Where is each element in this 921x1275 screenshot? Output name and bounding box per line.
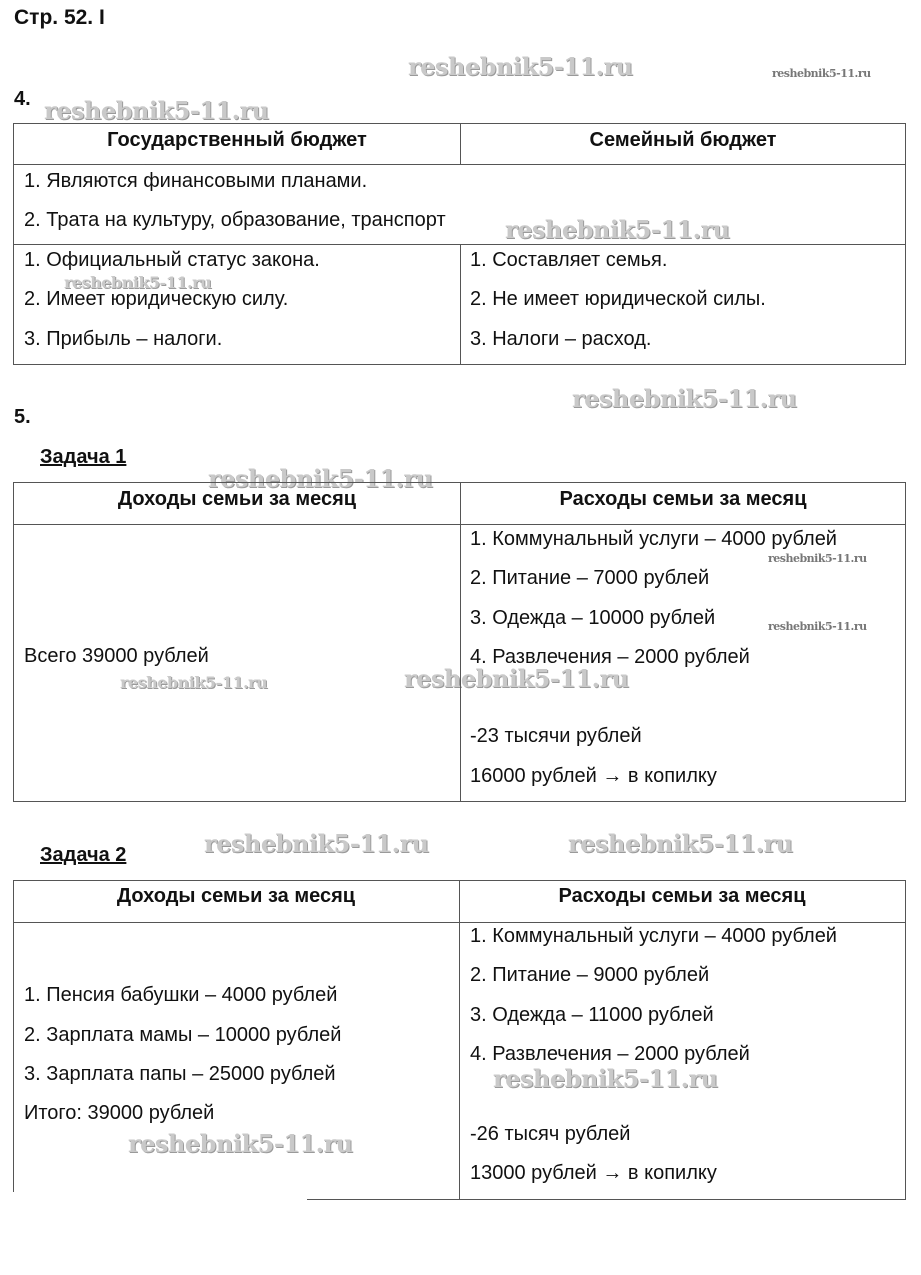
savings-line: 13000 рублей → в копилку — [470, 1162, 717, 1184]
watermark: reshebnik5-11.ru — [44, 96, 269, 125]
problem2-title: Задача 2 — [40, 844, 127, 866]
income-line: 2. Зарплата мамы – 10000 рублей — [24, 1024, 342, 1046]
table-border-left — [13, 880, 14, 1192]
watermark: reshebnik5-11.ru — [505, 215, 730, 244]
income-line: Всего 39000 рублей — [24, 645, 209, 667]
header-income: Доходы семьи за месяц — [117, 488, 357, 510]
problem1-table — [13, 482, 906, 802]
state-line: 1. Официальный статус закона. — [24, 249, 320, 271]
state-line: 2. Имеет юридическую силу. — [24, 288, 289, 310]
family-line: 3. Налоги – расход. — [470, 328, 652, 350]
expense-line: 3. Одежда – 10000 рублей — [470, 607, 716, 629]
watermark: reshebnik5-11.ru — [64, 273, 212, 292]
expense-line: 1. Коммунальный услуги – 4000 рублей — [470, 925, 837, 947]
watermark: reshebnik5-11.ru — [768, 552, 867, 565]
page-title: Стр. 52. І — [14, 6, 105, 29]
table-row-differences — [14, 245, 905, 365]
state-line: 3. Прибыль – налоги. — [24, 328, 223, 350]
watermark: reshebnik5-11.ru — [120, 673, 268, 692]
watermark: reshebnik5-11.ru — [572, 384, 797, 413]
expense-line: 3. Одежда – 11000 рублей — [470, 1004, 714, 1026]
table-header-row — [14, 124, 905, 165]
expense-total: -26 тысяч рублей — [470, 1123, 631, 1145]
watermark: reshebnik5-11.ru — [493, 1064, 718, 1093]
header-expenses: Расходы семьи за месяц — [558, 885, 806, 907]
table-border-right — [905, 880, 906, 1200]
task5-number: 5. — [14, 406, 31, 428]
expense-line: 2. Питание – 9000 рублей — [470, 964, 710, 986]
column-divider — [460, 525, 461, 802]
table-row-body — [14, 525, 905, 802]
family-line: 2. Не имеет юридической силы. — [470, 288, 766, 310]
header-income: Доходы семьи за месяц — [116, 885, 356, 907]
watermark: reshebnik5-11.ru — [408, 52, 633, 81]
expense-line: 1. Коммунальный услуги – 4000 рублей — [470, 528, 837, 550]
header-family-budget: Семейный бюджет — [589, 129, 777, 151]
table-border-bottom — [307, 1199, 906, 1200]
watermark: reshebnik5-11.ru — [768, 620, 867, 633]
table-header-row — [14, 483, 905, 525]
column-divider — [460, 245, 461, 365]
header-expenses: Расходы семьи за месяц — [559, 488, 807, 510]
watermark: reshebnik5-11.ru — [568, 829, 793, 858]
expense-line: 4. Развлечения – 2000 рублей — [470, 646, 750, 668]
expense-total: -23 тысячи рублей — [470, 725, 642, 747]
income-line: 1. Пенсия бабушки – 4000 рублей — [24, 984, 338, 1006]
watermark: reshebnik5-11.ru — [204, 829, 429, 858]
watermark: reshebnik5-11.ru — [772, 67, 871, 80]
problem2-table — [13, 880, 906, 1200]
savings-line: 16000 рублей → в копилку — [470, 765, 717, 787]
common-line: 2. Трата на культуру, образование, транспорт — [24, 209, 446, 231]
header-state-budget: Государственный бюджет — [107, 129, 367, 151]
column-divider — [459, 880, 460, 1200]
common-line: 1. Являются финансовыми планами. — [24, 170, 368, 192]
watermark: reshebnik5-11.ru — [404, 664, 629, 693]
table-row-common — [14, 165, 905, 245]
income-total: Итого: 39000 рублей — [24, 1102, 215, 1124]
expense-line: 4. Развлечения – 2000 рублей — [470, 1043, 750, 1065]
expense-line: 2. Питание – 7000 рублей — [470, 567, 710, 589]
family-line: 1. Составляет семья. — [470, 249, 668, 271]
problem1-title: Задача 1 — [40, 446, 127, 468]
watermark: reshebnik5-11.ru — [128, 1129, 353, 1158]
budget-comparison-table — [13, 123, 906, 365]
task4-number: 4. — [14, 88, 31, 110]
watermark: reshebnik5-11.ru — [208, 464, 433, 493]
income-line: 3. Зарплата папы – 25000 рублей — [24, 1063, 336, 1085]
